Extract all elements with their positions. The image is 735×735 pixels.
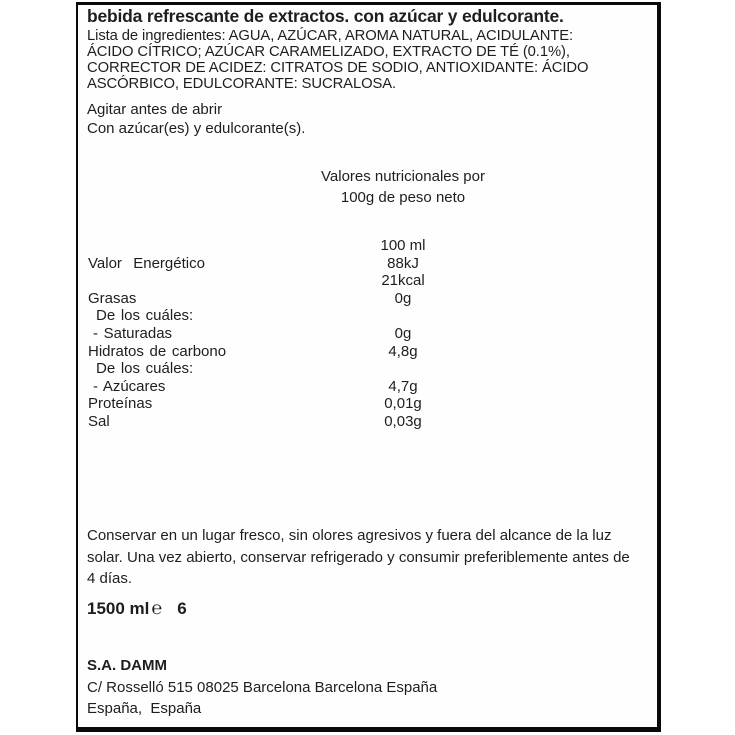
ingredients-line: CORRECTOR DE ACIDEZ: CITRATOS DE SODIO, ANTIOXIDANTE: ÁCIDO [87, 60, 589, 76]
nutrition-heading-line: 100g de peso neto [340, 189, 466, 206]
product-title: bebida refrescante de extractos. con azúcar y edulcorante. [87, 6, 564, 26]
nutrient-label: Proteínas [88, 395, 153, 413]
nutrition-table-heading [263, 166, 543, 208]
manufacturer-block [87, 655, 651, 720]
nutrient-value: 88kJ [387, 254, 419, 272]
net-quantity-line [87, 598, 187, 619]
nutrient-value: 0g [394, 289, 412, 307]
origin-country: España, España [87, 700, 202, 717]
nutrient-value: 0g [394, 324, 412, 342]
nutrition-column-header-row [78, 237, 657, 255]
nutrition-heading-line: Valores nutricionales por [321, 168, 485, 185]
nutrient-sublabel: - Azúcares [93, 377, 166, 395]
nutrient-value: 21kcal [381, 272, 425, 290]
pack-units: 6 [177, 599, 187, 618]
ingredients-list [87, 28, 651, 92]
label-content [78, 5, 657, 727]
nutrient-label: Sal [88, 412, 110, 430]
with-sugars-sweeteners-note: Con azúcar(es) y edulcorante(s). [87, 120, 306, 137]
table-row [78, 307, 657, 325]
serving-size-header: 100 ml [380, 237, 426, 254]
table-row [78, 413, 657, 431]
table-row [78, 360, 657, 378]
table-row [78, 343, 657, 361]
ingredients-line: ÁCIDO CÍTRICO; AZÚCAR CARAMELIZADO, EXTRACTO DE TÉ (0.1%), [87, 44, 570, 60]
storage-line: 4 días. [87, 570, 133, 587]
ingredients-line: Lista de ingredientes: AGUA, AZÚCAR, AROMA NATURAL, ACIDULANTE: [87, 28, 574, 44]
storage-line: Conservar en un lugar fresco, sin olores agresivos y fuera del alcance de la luz [87, 527, 612, 544]
table-row [78, 325, 657, 343]
table-row [78, 378, 657, 396]
nutrient-value: 0,01g [384, 395, 422, 413]
storage-instructions [87, 525, 651, 590]
net-quantity: 1500 ml [87, 599, 150, 618]
nutrient-value: 0,03g [384, 412, 422, 430]
manufacturer-name: S.A. DAMM [87, 657, 167, 674]
table-row [78, 272, 657, 290]
nutrient-label: Valor Energético [88, 254, 205, 272]
estimated-sign-icon: ℮ [151, 598, 163, 618]
nutrient-label: Grasas [88, 289, 137, 307]
label-border-box [76, 2, 661, 732]
nutrient-label: Hidratos de carbono [88, 342, 227, 360]
manufacturer-address: C/ Rosselló 515 08025 Barcelona Barcelona España [87, 678, 438, 696]
nutrient-value: 4,7g [388, 377, 418, 395]
nutrient-sublabel: De los cuáles: [96, 307, 194, 325]
nutrition-table [78, 237, 657, 431]
ingredients-line: ASCÓRBICO, EDULCORANTE: SUCRALOSA. [87, 76, 397, 92]
table-row [78, 290, 657, 308]
storage-line: solar. Una vez abierto, conservar refrigerado y consumir preferiblemente antes de [87, 548, 630, 566]
table-row [78, 395, 657, 413]
table-row [78, 255, 657, 273]
nutrient-value: 4,8g [388, 342, 418, 360]
shake-before-opening-note: Agitar antes de abrir [87, 101, 223, 118]
nutrient-sublabel: De los cuáles: [96, 360, 194, 378]
nutrient-sublabel: - Saturadas [93, 324, 173, 342]
